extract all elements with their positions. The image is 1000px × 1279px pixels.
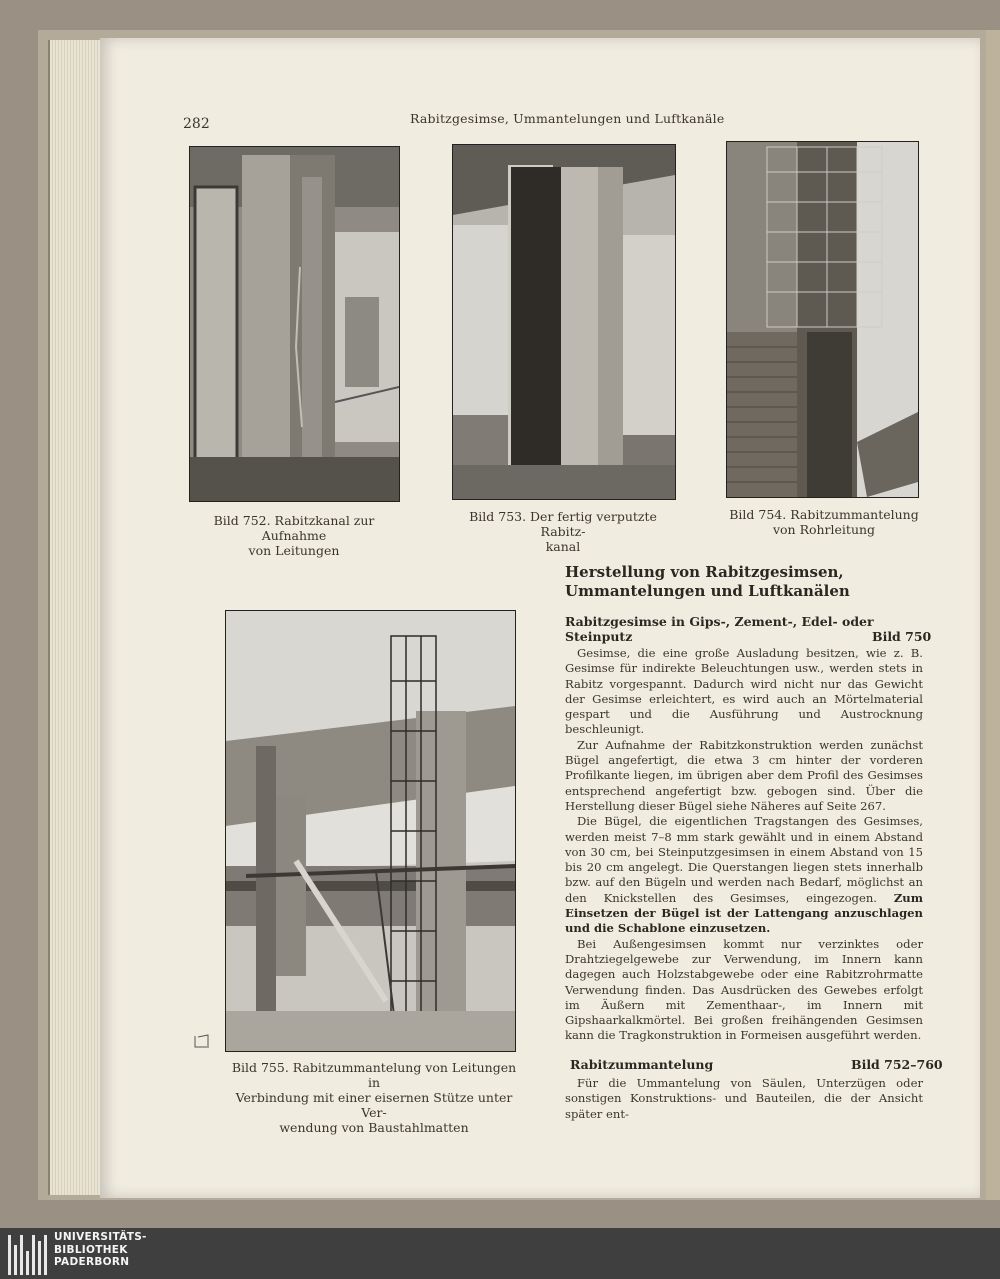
photo-754 xyxy=(726,141,919,498)
paragraph-3-bold: Zum Einsetzen der Bügel ist der Lattengang anzuschlagen und die Schablone einzusetzen. xyxy=(565,890,923,936)
caption-752-line2: von Leitungen xyxy=(248,543,340,558)
paragraph-1: Gesimse, die eine große Ausladung besitzen, wie z. B. Gesimse für indirekte Beleuchtungen usw., werden stets in Rabitz vorgespannt. Dadurch wird nicht nur das Gewicht der Gesimse erleichtert, es wird auch an Mörtelmaterial gespart und die Ausführung und Austrocknung beschleunigt. xyxy=(565,646,923,737)
section1-heading: Rabitzgesimse in Gips-, Zement-, Edel- oder Steinputz xyxy=(565,614,874,644)
paragraph-5: Für die Ummantelung von Säulen, Unterzügen oder sonstigen Konstruktions- und Bauteilen, die der Ansicht später ent- xyxy=(565,1076,923,1121)
paragraph-2: Zur Aufnahme der Rabitzkonstruktion werden zunächst Bügel angefertigt, die etwa 3 cm hinter der vorderen Profilkante liegen, im übrigen aber dem Profil des Gesimses entsprechend angefertigt bzw. gebogen sind. Über die Herstellung dieser Bügel siehe Näheres auf Seite 267. xyxy=(565,737,923,813)
caption-752-line1: Bild 752. Rabitzkanal zur Aufnahme xyxy=(213,513,375,543)
section2-figure-ref: Bild 752–760 xyxy=(851,1057,943,1072)
caption-754-line2: von Rohrleitung xyxy=(772,522,876,537)
library-logo-icon xyxy=(8,1233,48,1275)
paragraph-3 xyxy=(565,814,923,936)
section1-figure-ref: Bild 750 xyxy=(872,629,932,644)
article-title xyxy=(565,563,925,601)
paragraph-3-text: Die Bügel, die eigentlichen Tragstangen des Gesimses, werden meist 7–8 mm stark gewählt und in einem Abstand von 30 cm, bei Steinputzgesimsen in einem Abstand von 15 bis 20 cm angelegt. Die Querstangen liegen stets innerhalb bzw. auf den Bügeln und werden nach Bedarf, möglichst an den Knickstellen des Gesimses, eingezogen. xyxy=(565,814,923,905)
photo-755 xyxy=(225,610,516,1052)
caption-755 xyxy=(226,1060,522,1135)
library-name-line3: PADERBORN xyxy=(54,1256,130,1268)
running-head: Rabitzgesimse, Ummantelungen und Luftkanäle xyxy=(410,111,725,126)
caption-755-line1: Bild 755. Rabitzummantelung von Leitungen in xyxy=(231,1060,517,1090)
section2-body xyxy=(565,1076,923,1122)
caption-755-line3: wendung von Baustahlmatten xyxy=(279,1120,469,1135)
caption-753 xyxy=(446,509,680,554)
margin-mark-icon xyxy=(193,1032,211,1050)
photo-753 xyxy=(452,144,676,500)
library-name-line1: UNIVERSITÄTS- xyxy=(54,1231,147,1243)
paragraph-4: Bei Außengesimsen kommt nur verzinktes oder Drahtziegelgewebe zur Verwendung, im Innern kann dagegen auch Holzstabgewebe oder eine Rabitzrohrmatte Verwendung finden. Das Ausdrücken des Gewebes erfolgt im Äußern mit Zementhaar-, im Innern mit Gipshaarkalkmörtel. Bei großen freihängenden Gesimsen kann die Tragkonstruktion in Formeisen ausgeführt werden. xyxy=(565,936,923,1043)
library-footer xyxy=(0,1228,1000,1279)
section1-body xyxy=(565,646,923,1044)
article-title-line1: Herstellung von Rabitzgesimsen, xyxy=(565,563,844,581)
caption-753-line2: kanal xyxy=(545,539,581,554)
caption-755-line2: Verbindung mit einer eisernen Stütze unter Ver- xyxy=(235,1090,513,1120)
caption-753-line1: Bild 753. Der fertig verputzte Rabitz- xyxy=(469,509,657,539)
library-name-line2: BIBLIOTHEK xyxy=(54,1243,128,1256)
article-title-line2: Ummantelungen und Luftkanälen xyxy=(565,582,850,600)
caption-754 xyxy=(724,507,924,537)
photo-752 xyxy=(189,146,400,502)
caption-754-line1: Bild 754. Rabitzummantelung xyxy=(729,507,919,522)
library-name xyxy=(54,1231,147,1269)
page-number: 282 xyxy=(183,116,210,132)
cover-edge xyxy=(986,30,1000,1200)
section2-heading: Rabitzummantelung xyxy=(570,1057,714,1072)
caption-752 xyxy=(183,513,405,558)
